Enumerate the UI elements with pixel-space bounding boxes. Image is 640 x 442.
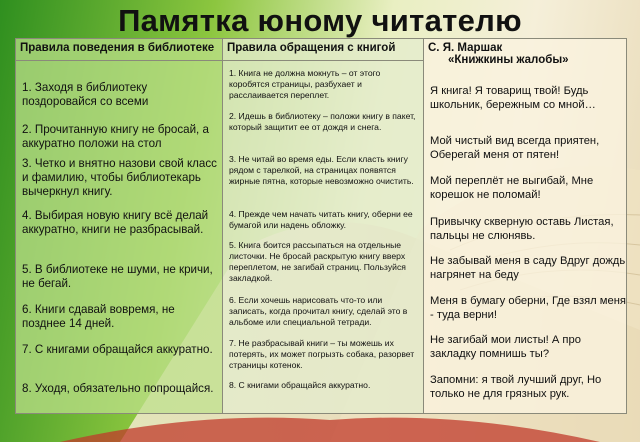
behavior-rule: 2. Прочитанную книгу не бросай, а аккуратно положи на стол — [22, 123, 209, 150]
book-care-rule: 6. Если хочешь нарисовать что-то или записать, когда прочитал книгу, сделай это в альбоме или специальной тетради. — [229, 295, 408, 327]
behavior-rule: 7. С книгами обращайся аккуратно. — [22, 343, 213, 356]
poem-column — [423, 39, 626, 413]
poem-stanza: Меня в бумагу оберни, Где взял меня - туда верни! — [430, 295, 626, 321]
book-care-rules-column — [222, 39, 423, 413]
memo-table — [15, 38, 627, 414]
book-care-rule: 2. Идешь в библиотеку – положи книгу в пакет, который защитит ее от дождя и снега. — [229, 111, 416, 132]
book-care-rule: 1. Книга не должна мокнуть – от этого коробятся страницы, разбухает и расслаивается переплет. — [229, 68, 381, 100]
book-care-rules-header: Правила обращения с книгой — [223, 39, 423, 61]
poem-stanza: Привычку скверную оставь Листая, пальцы не слюнявь. — [430, 216, 614, 242]
page-title: Памятка юному читателю — [118, 3, 522, 38]
poem-title: «Книжкины жалобы» — [448, 54, 569, 66]
poem-stanza: Я книга! Я товарищ твой! Будь школьник, бережным со мной… — [430, 85, 596, 111]
behavior-rules-header: Правила поведения в библиотеке — [16, 39, 222, 61]
poem-stanza: Запомни: я твой лучший друг, Но только не для грязных рук. — [430, 374, 602, 400]
poem-stanza: Не забывай меня в саду Вдруг дождь нагрянет на беду — [430, 255, 626, 281]
book-care-rule: 7. Не разбрасывай книги – ты можешь их потерять, их может погрызть собака, разорвет страницы котенок. — [229, 338, 415, 370]
behavior-rule: 4. Выбирая новую книгу всё делай аккуратно, книги не разбрасывай. — [22, 209, 209, 236]
behavior-rule: 5. В библиотеке не шуми, не кричи, не бегай. — [22, 263, 213, 290]
poem-stanza: Не загибай мои листы! А про закладку помнишь ты? — [430, 334, 581, 360]
poem-stanza: Мой переплёт не выгибай, Мне корешок не поломай! — [430, 175, 594, 201]
behavior-rules-column — [16, 39, 222, 413]
behavior-rule: 3. Четко и внятно назови свой класс и фамилию, чтобы библиотекарь вычеркнул книгу. — [22, 157, 217, 198]
book-care-rule: 8. С книгами обращайся аккуратно. — [229, 380, 371, 390]
behavior-rule: 1. Заходя в библиотеку поздоровайся со всеми — [22, 81, 149, 108]
behavior-rule: 8. Уходя, обязательно попрощайся. — [22, 382, 214, 395]
poem-stanza: Мой чистый вид всегда приятен, Оберегай меня от пятен! — [430, 135, 600, 161]
book-care-rule: 4. Прежде чем начать читать книгу, оберни ее бумагой или надень обложку. — [229, 209, 413, 230]
book-care-rule: 5. Книга боится рассыпаться на отдельные листочки. Не бросай раскрытую книгу вверх переплетом, не загибай страниц. Пользуйся закладкой. — [229, 240, 406, 283]
behavior-rule: 6. Книги сдавай вовремя, не позднее 14 дней. — [22, 303, 175, 330]
poem-author: С. Я. Маршак — [428, 42, 503, 54]
book-care-rule: 3. Не читай во время еды. Если класть книгу рядом с тарелкой, на страницах появятся жирные пятна, которые невозможно очистить. — [229, 154, 414, 186]
